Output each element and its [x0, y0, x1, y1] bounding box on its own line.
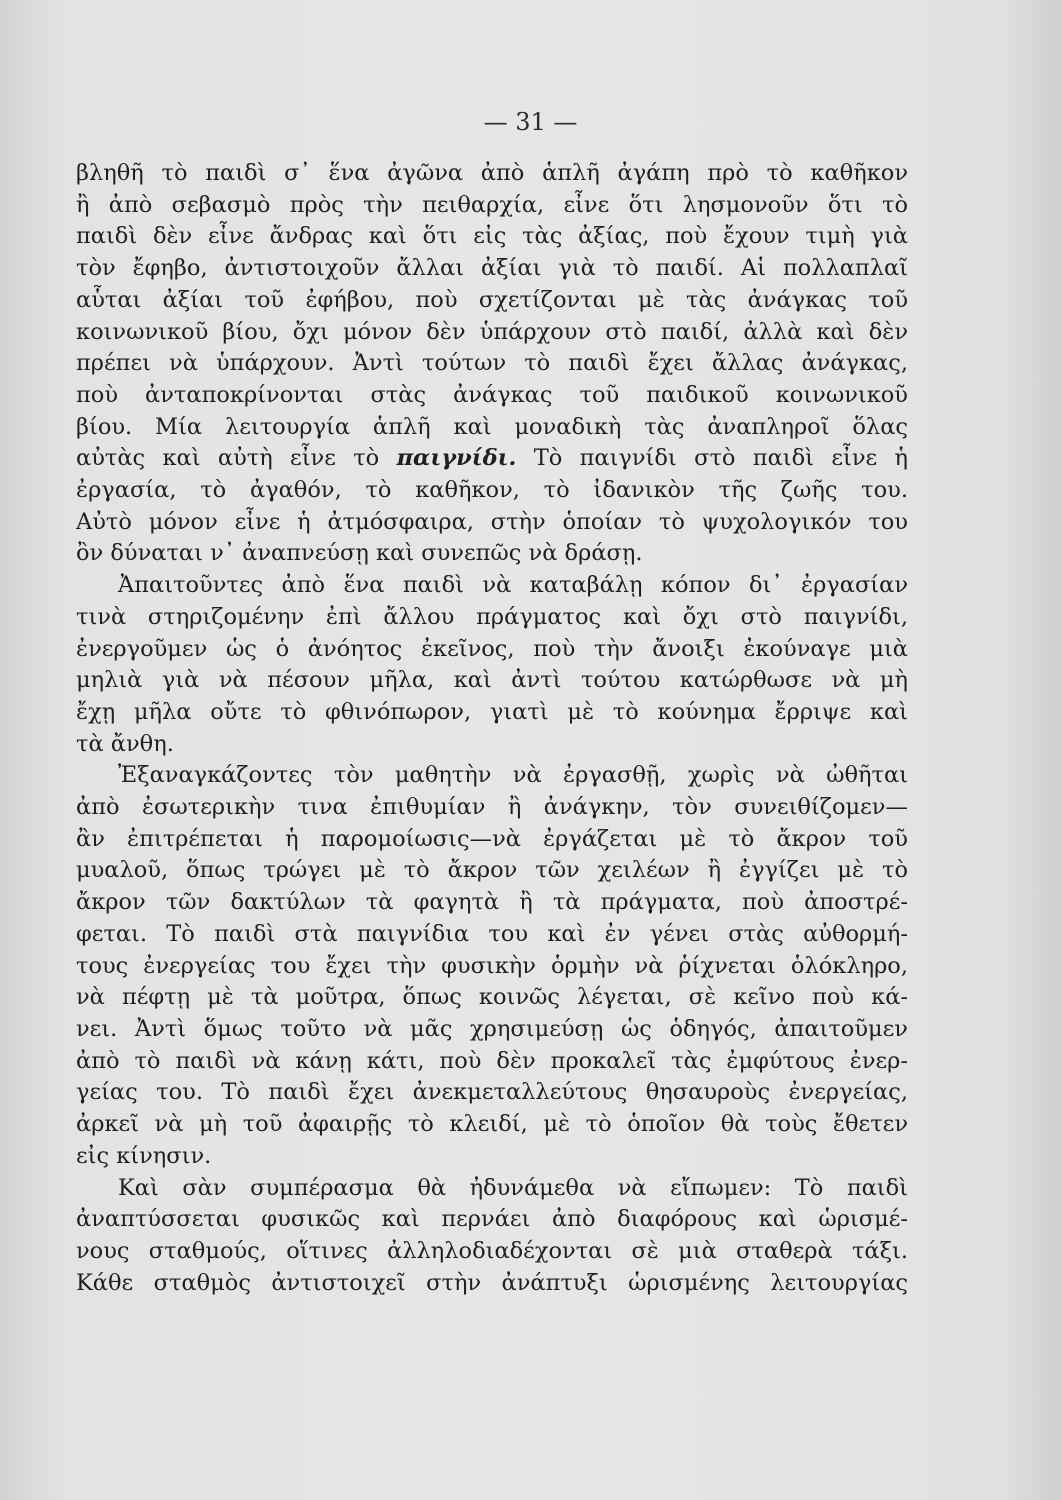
text-line: ποὺ ἀνταποκρίνονται στὰς ἀνάγκας τοῦ παιδικοῦ κοινωνικοῦ — [76, 381, 908, 408]
paragraph-2 — [76, 570, 908, 760]
paragraph-4 — [76, 1173, 908, 1300]
text-fragment: αὐτὰς καὶ αὐτὴ εἶνε τὸ — [76, 445, 380, 472]
text-line: ἐνεργοῦμεν ὡς ὁ ἀνόητος ἐκεῖνος, ποὺ τὴν ἄνοιξι ἐκούναγε μιὰ — [76, 635, 908, 662]
text-line: τὰ ἄνθη. — [76, 730, 174, 757]
text-line: ἢ ἀπὸ σεβασμὸ πρὸς τὴν πειθαρχία, εἶνε ὅτι λησμονοῦν ὅτι τὸ — [76, 191, 908, 218]
text-line: Ἐξαναγκάζοντες τὸν μαθητὴν νὰ ἐργασθῇ, χωρὶς νὰ ὠθῆται — [118, 762, 908, 789]
paragraph-3 — [76, 760, 908, 1172]
text-line: τους ἐνεργείας του ἔχει τὴν φυσικὴν ὁρμὴν νὰ ῥίχνεται ὁλόκληρο, — [76, 952, 908, 979]
text-line: φεται. Τὸ παιδὶ στὰ παιγνίδια του καὶ ἐν γένει στὰς αὐθορμή- — [76, 920, 908, 947]
text-fragment: Τὸ παιγνίδι στὸ παιδὶ εἶνε ἡ — [533, 445, 908, 472]
text-line: πρέπει νὰ ὑπάρχουν. Ἀντὶ τούτων τὸ παιδὶ ἔχει ἄλλας ἀνάγκας, — [76, 350, 908, 377]
text-line: βληθῆ τὸ παιδὶ σ᾽ ἕνα ἀγῶνα ἀπὸ ἁπλῆ ἀγάπη πρὸ τὸ καθῆκον — [76, 160, 908, 186]
text-line: νους σταθμούς, οἵτινες ἀλληλοδιαδέχονται σὲ μιὰ σταθερὰ τάξι. — [76, 1237, 908, 1264]
text-line: τινὰ στηριζομένην ἐπὶ ἄλλου πράγματος καὶ ὄχι στὸ παιγνίδι, — [76, 603, 908, 630]
text-line: ἀρκεῖ νὰ μὴ τοῦ ἀφαιρῇς τὸ κλειδί, μὲ τὸ ὁποῖον θὰ τοὺς ἔθετεν — [76, 1111, 908, 1138]
page-number: — 31 — — [483, 108, 578, 136]
text-line: Κάθε σταθμὸς ἀντιστοιχεῖ στὴν ἀνάπτυξι ὡρισμένης λειτουργίας — [76, 1269, 908, 1296]
text-line: ἀπὸ τὸ παιδὶ νὰ κάνῃ κάτι, ποὺ δὲν προκαλεῖ τὰς ἐμφύτους ἐνερ- — [76, 1047, 908, 1074]
text-line: ἄκρον τῶν δακτύλων τὰ φαγητὰ ἢ τὰ πράγματα, ποὺ ἀποστρέ- — [76, 889, 908, 916]
text-line: εἰς κίνησιν. — [76, 1142, 212, 1169]
text-line: ἔχῃ μῆλα οὔτε τὸ φθινόπωρον, γιατὶ μὲ τὸ κούνημα ἔρριψε καὶ — [76, 698, 908, 725]
text-line: Καὶ σὰν συμπέρασμα θὰ ἠδυνάμεθα νὰ εἴπωμεν: Τὸ παιδὶ — [118, 1174, 908, 1201]
body-text — [76, 158, 908, 1299]
text-line: γείας του. Τὸ παιδὶ ἔχει ἀνεκμεταλλεύτους θησαυροὺς ἐνεργείας, — [76, 1079, 908, 1106]
text-line: ὂν δύναται ν᾽ ἀναπνεύσῃ καὶ συνεπῶς νὰ δράσῃ. — [76, 540, 643, 567]
text-line: ἀπὸ ἐσωτερικὴν τινα ἐπιθυμίαν ἢ ἀνάγκην, τὸν συνειθίζομεν— — [76, 794, 908, 821]
text-line: ἀναπτύσσεται φυσικῶς καὶ περνάει ἀπὸ διαφόρους καὶ ὡρισμέ- — [76, 1206, 908, 1233]
text-line: αὗται ἀξίαι τοῦ ἐφήβου, ποὺ σχετίζονται μὲ τὰς ἀνάγκας τοῦ — [76, 286, 908, 313]
text-line: μυαλοῦ, ὅπως τρώγει μὲ τὸ ἄκρον τῶν χειλέων ἢ ἐγγίζει μὲ τὸ — [76, 857, 908, 884]
text-line: Ἀπαιτοῦντες ἀπὸ ἕνα παιδὶ νὰ καταβάλῃ κόπον δι᾽ ἐργασίαν — [118, 572, 908, 599]
text-line: ἐργασία, τὸ ἀγαθόν, τὸ καθῆκον, τὸ ἰδανικὸν τῆς ζωῆς του. — [76, 477, 908, 504]
text-line: παιδὶ δὲν εἶνε ἄνδρας καὶ ὅτι εἰς τὰς ἀξίας, ποὺ ἔχουν τιμὴ γιὰ — [76, 223, 908, 250]
text-line: Αὐτὸ μόνον εἶνε ἡ ἀτμόσφαιρα, στὴν ὁποίαν τὸ ψυχολογικόν του — [76, 508, 908, 535]
text-line-with-emphasis — [76, 443, 908, 475]
emphasized-word: παιγνίδι. — [396, 445, 517, 472]
text-line: βίου. Μία λειτουργία ἁπλῆ καὶ μοναδικὴ τὰς ἀναπληροῖ ὅλας — [76, 413, 908, 440]
text-line: νὰ πέφτῃ μὲ τὰ μοῦτρα, ὅπως κοινῶς λέγεται, σὲ κεῖνο ποὺ κά- — [76, 984, 908, 1011]
text-line: τὸν ἔφηβο, ἀντιστοιχοῦν ἄλλαι ἀξίαι γιὰ τὸ παιδί. Αἱ πολλαπλαῖ — [76, 255, 908, 282]
text-line: νει. Ἀντὶ ὅμως τοῦτο νὰ μᾶς χρησιμεύσῃ ὡς ὁδηγός, ἀπαιτοῦμεν — [76, 1015, 908, 1042]
text-line: ἂν ἐπιτρέπεται ἡ παρομοίωσις—νὰ ἐργάζεται μὲ τὸ ἄκρον τοῦ — [76, 825, 908, 852]
paragraph-1 — [76, 158, 908, 570]
text-line: μηλιὰ γιὰ νὰ πέσουν μῆλα, καὶ ἀντὶ τούτου κατώρθωσε νὰ μὴ — [76, 667, 908, 694]
text-line: κοινωνικοῦ βίου, ὄχι μόνον δὲν ὑπάρχουν στὸ παιδί, ἀλλὰ καὶ δὲν — [76, 318, 908, 345]
